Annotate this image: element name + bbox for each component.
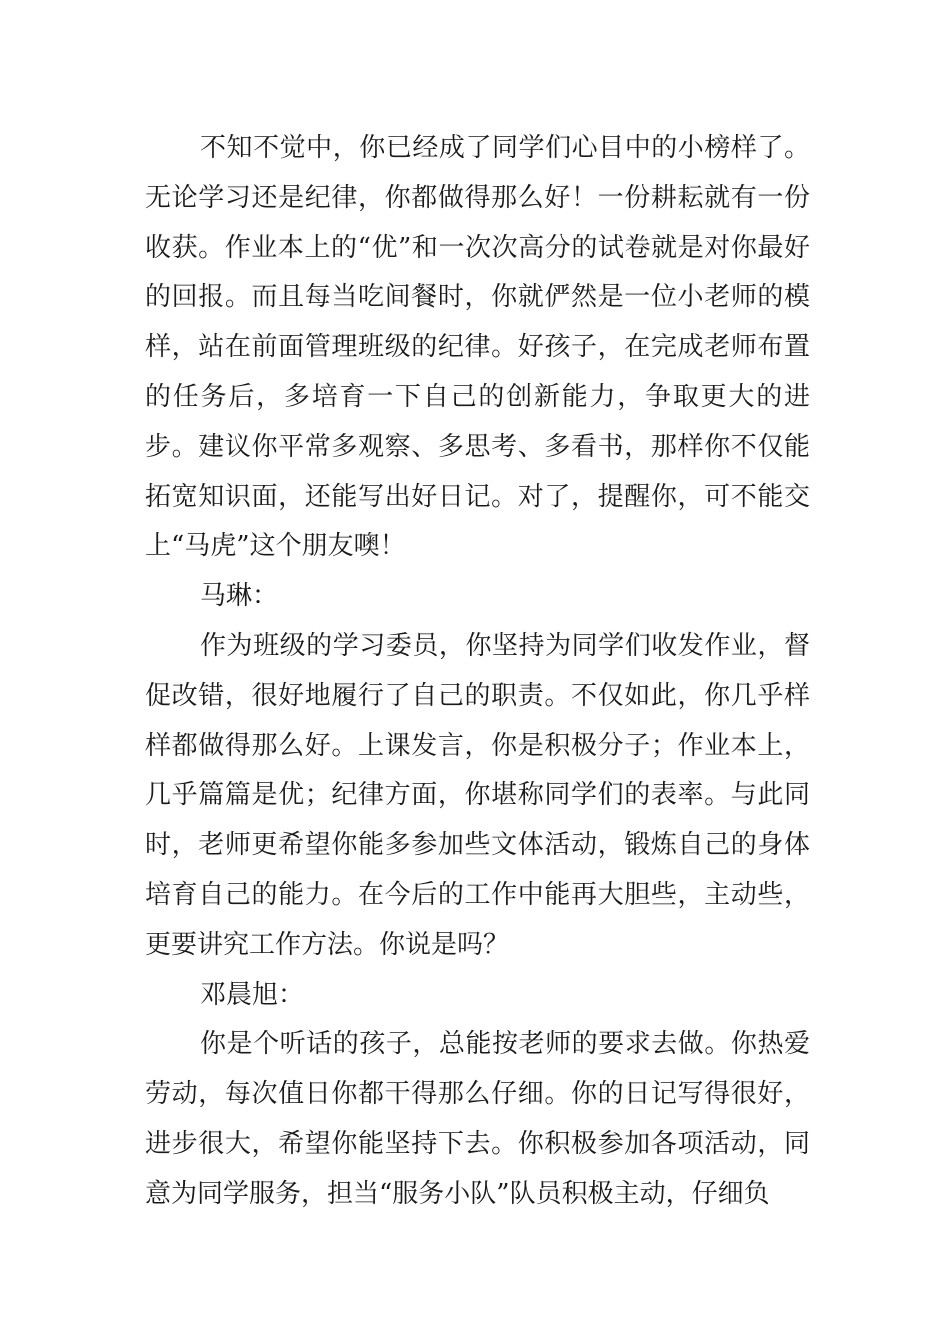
student-name-ma-lin: 马琳： bbox=[200, 581, 279, 612]
document-body bbox=[145, 124, 810, 1220]
comment-paragraph-3: 你是个听话的孩子，总能按老师的要求去做。你热爱劳动，每次值日你都干得那么仔细。你的日记写得很好，进步很大，希望你能坚持下去。你积极参加各项活动，同意为同学服务，担当“服务小队”队员积极主动，仔细负 bbox=[145, 1029, 810, 1209]
student-name-deng-chenxu: 邓晨旭： bbox=[200, 979, 305, 1010]
comment-paragraph-1: 不知不觉中，你已经成了同学们心目中的小榜样了。无论学习还是纪律，你都做得那么好！一份耕耘就有一份收获。作业本上的“优”和一次次高分的试卷就是对你最好的回报。而且每当吃间餐时，你就俨然是一位小老师的模样，站在前面管理班级的纪律。好孩子，在完成老师布置的任务后，多培育一下自己的创新能力，争取更大的进步。建议你平常多观察、多思考、多看书，那样你不仅能拓宽知识面，还能写出好日记。对了，提醒你，可不能交上“马虎”这个朋友噢！ bbox=[145, 133, 810, 562]
comment-paragraph-2: 作为班级的学习委员，你坚持为同学们收发作业，督促改错，很好地履行了自己的职责。不仅如此，你几乎样样都做得那么好。上课发言，你是积极分子；作业本上，几乎篇篇是优；纪律方面，你堪称同学们的表率。与此同时，老师更希望你能多参加些文体活动，锻炼自己的身体培育自己的能力。在今后的工作中能再大胆些，主动些，更要讲究工作方法。你说是吗？ bbox=[145, 630, 810, 960]
